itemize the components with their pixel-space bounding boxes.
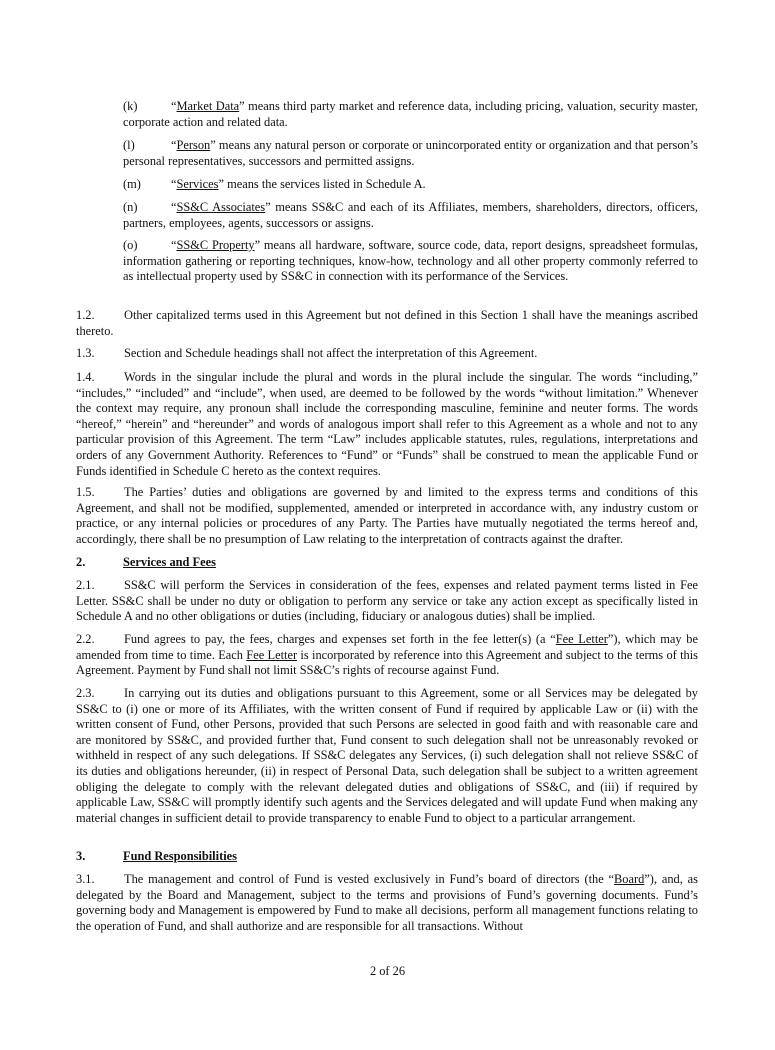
definition-label: (k)	[123, 99, 138, 113]
paragraph-number: 1.5.	[76, 485, 95, 499]
definition-label: (n)	[123, 200, 138, 214]
page-number: 2 of 26	[369, 964, 406, 978]
paragraph-text: SS&C will perform the Services in consideration of the fees, expenses and related payment terms listed in Fee Letter. SS&C shall be under no duty or obligation to perform any service or take any action except as specifically listed in Schedule A and no other obligations or duties (including, fiduciary or analogous duties) shall be implied.	[76, 578, 698, 624]
section-heading-2	[76, 555, 698, 571]
paragraph-text: Other capitalized terms used in this Agreement but not defined in this Section 1 shall have the meanings ascribed thereto.	[76, 308, 698, 338]
definition-label: (m)	[123, 177, 141, 191]
defined-term: Services	[176, 177, 219, 191]
paragraph-text: ”), and, as delegated by the Board and Management, subject to the terms and provisions of Fund’s governing documents. Fund’s governing body and Management is empowered by Fund to make all decisions, perform all management functions relating to the operation of Fund, and shall authorize and are responsible for all transactions. Without	[76, 872, 698, 933]
paragraph-text: Fund agrees to pay, the fees, charges and expenses set forth in the fee letter(s) (a “	[124, 632, 556, 646]
definition-label: (o)	[123, 238, 138, 252]
paragraph-1-4	[76, 370, 698, 479]
paragraph-number: 2.1.	[76, 578, 95, 592]
defined-term: Fee Letter	[555, 632, 608, 646]
defined-term: Market Data	[176, 99, 240, 113]
paragraph-text: The management and control of Fund is vested exclusively in Fund’s board of directors (the “	[124, 872, 615, 886]
definition-text: means any natural person or corporate or unincorporated entity or organization and that person’s personal representatives, successors and permitted assigns.	[123, 138, 698, 168]
defined-term: SS&C Property	[176, 238, 255, 252]
paragraph-text: The Parties’ duties and obligations are governed by and limited to the express terms and conditions of this Agreement, and shall not be modified, supplemented, amended or interpreted in accordance with, any industry custom or practice, or any internal policies or procedures of any Party. The Parties have mutually negotiated the terms hereof and, accordingly, there shall be no presumption of Law relating to the interpretation of contracts against the drafter.	[76, 485, 698, 546]
paragraph-number: 1.4.	[76, 370, 95, 384]
paragraph-text: Words in the singular include the plural and words in the plural include the singular. The words “including,” “includes,” “included” and “include”, when used, are deemed to be followed by the words “without limitation.” Whenever the context may require, any pronoun shall include the corresponding masculine, feminine and neuter forms. The words “hereof,” “herein” and “hereunder” and words of analogous import shall refer to this Agreement as a whole and not to any particular provision of this Agreement. The term “Law” includes applicable statutes, rules, regulations, interpretations and orders of any Government Authority. References to “Fund” or “Funds” shall be construed to mean the applicable Fund or Funds identified in Schedule C hereto as the context requires.	[76, 370, 698, 478]
paragraph-text: ”), which may be amended from time to time. Each	[76, 632, 698, 662]
section-heading-3	[76, 849, 698, 865]
definition-text: means all hardware, software, source code, data, report designs, spreadsheet formulas, information gathering or reporting techniques, know-how, technology and all other property commonly referred to as intellectual property used by SS&C in connection with its performance of the Services.	[123, 238, 698, 284]
paragraph-1-5	[76, 485, 698, 547]
section-number: 2.	[76, 555, 86, 569]
section-number: 3.	[76, 849, 86, 863]
paragraph-text: Section and Schedule headings shall not affect the interpretation of this Agreement.	[124, 346, 538, 360]
paragraph-number: 1.3.	[76, 346, 95, 360]
defined-term: Board	[614, 872, 645, 886]
paragraph-2-2	[76, 632, 698, 679]
paragraph-2-3	[76, 686, 698, 826]
paragraph-number: 2.3.	[76, 686, 95, 700]
definition-text: means the services listed in Schedule A.	[223, 177, 426, 191]
paragraph-1-2	[76, 308, 698, 339]
paragraph-number: 2.2.	[76, 632, 95, 646]
section-title: Fund Responsibilities	[123, 849, 237, 863]
section-title: Services and Fees	[123, 555, 216, 569]
paragraph-number: 1.2.	[76, 308, 95, 322]
definition-text: means third party market and reference data, including pricing, valuation, security master, corporate action and related data.	[123, 99, 698, 129]
definition-k: (k) “Market Data” means third party market and reference data, including pricing, valuation, security master, corporate action and related data.	[123, 99, 698, 129]
paragraph-2-1	[76, 578, 698, 625]
paragraph-text: In carrying out its duties and obligations pursuant to this Agreement, some or all Services may be delegated by SS&C to (i) one or more of its Affiliates, with the written consent of Fund if required by applicable Law or (ii) with the written consent of Fund, other Persons, provided that such Persons are selected in good faith and with reasonable care and are monitored by SS&C, and provided further that, Fund consent to such delegation shall not be unreasonably revoked or withheld in respect of any such delegations. If SS&C delegates any Services, (i) such delegation shall not relieve SS&C of its duties and obligations hereunder, (ii) in respect of Personal Data, such delegation shall be subject to a written agreement obliging the delegate to comply with the relevant delegated duties and obligations of SS&C, and (iii) if required by applicable Law, SS&C will promptly identify such agents and the Services delegated and will update Fund when making any material changes in sufficient detail to provide transparency to enable Fund to object to a particular arrangement.	[76, 686, 698, 825]
defined-term: SS&C Associates	[176, 200, 266, 214]
paragraph-text: is incorporated by reference into this Agreement and subject to the terms of this Agreement. Payment by Fund shall not limit SS&C’s rights of recourse against Fund.	[76, 647, 698, 678]
definition-o: (o) “SS&C Property” means all hardware, software, source code, data, report designs, spreadsheet formulas, information gathering or reporting techniques, know-how, technology and all other property commonly referred to as intellectual property used by SS&C in connection with its performance of the Services.	[123, 238, 698, 284]
definition-text: means SS&C and each of its Affiliates, members, shareholders, directors, officers, partners, employees, agents, successors or assigns.	[123, 200, 698, 230]
definition-m: (m) “Services” means the services listed in Schedule A.	[123, 177, 426, 191]
defined-term: Person	[176, 138, 211, 152]
definition-label: (l)	[123, 138, 135, 152]
definition-n: (n) “SS&C Associates” means SS&C and each of its Affiliates, members, shareholders, directors, officers, partners, employees, agents, successors or assigns.	[123, 200, 698, 230]
paragraph-1-3	[76, 346, 698, 362]
definition-l: (l) “Person” means any natural person or corporate or unincorporated entity or organization and that person’s personal representatives, successors and permitted assigns.	[123, 138, 698, 168]
defined-term: Fee Letter	[246, 647, 298, 662]
paragraph-3-1	[76, 872, 698, 934]
paragraph-number: 3.1.	[76, 872, 95, 886]
